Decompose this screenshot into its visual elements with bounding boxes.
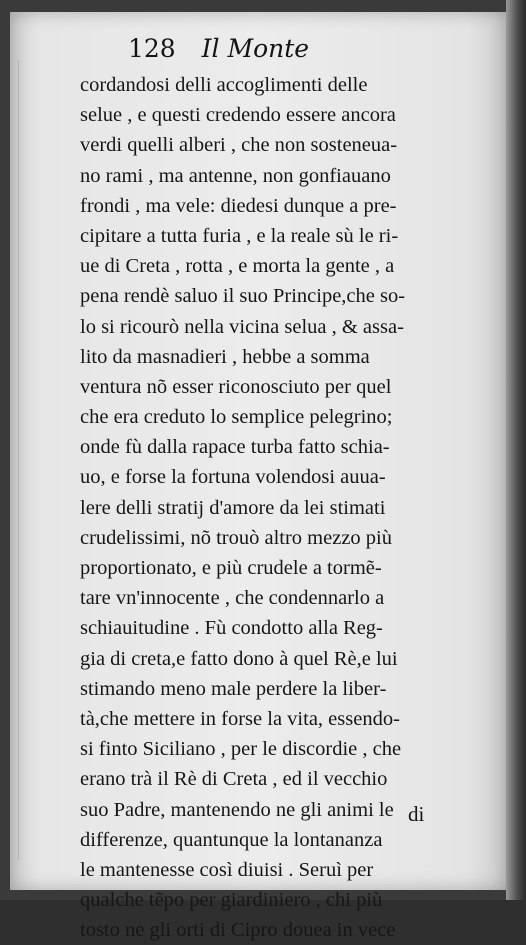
text-line: che era creduto lo semplice pelegrino; [80, 406, 393, 429]
text-line: si finto Siciliano , per le discordie , che [80, 738, 402, 761]
text-line: verdi quelli alberi , che non sosteneua- [80, 134, 398, 157]
running-title: Il Monte [201, 34, 310, 63]
text-line: stimando meno male perdere la liber- [80, 677, 387, 700]
text-line: selue , e questi credendo essere ancora [80, 104, 396, 127]
text-line: frondi , ma vele: diedesi dunque a pre- [80, 194, 397, 217]
text-line: lo si ricourò nella vicina selua , & assa- [80, 315, 404, 338]
text-line: ventura nõ esser riconosciuto per quel [80, 375, 392, 398]
text-line: suo Padre, mantenendo ne gli animi le [80, 798, 394, 821]
text-line: no rami , ma antenne, non gonfiauano [80, 164, 391, 187]
text-line: differenze, quantunque la lontananza [80, 828, 383, 851]
text-line: onde fù dalla rapace turba fatto schia- [80, 436, 390, 459]
text-line: lito da masnadieri , hebbe a somma [80, 345, 370, 368]
text-line: crudelissimi, nõ trouò altro mezzo più [80, 526, 392, 549]
page-header [128, 34, 309, 63]
text-line: ue di Creta , rotta , e morta la gente , a [80, 255, 395, 278]
text-line: le mantenesse così diuisi . Seruì per [80, 858, 374, 881]
text-line: proportionato, e più crudele a tormẽ- [80, 557, 382, 579]
catchword: di [408, 802, 425, 826]
text-line: cordandosi delli accoglimenti delle [80, 74, 368, 96]
text-line: pena rendè saluo il suo Principe,che so- [80, 285, 406, 308]
text-line: tare vn'innocente , che condennarlo a [80, 587, 385, 610]
page-number: 128 [128, 34, 176, 63]
page-gutter-shadow [18, 60, 19, 860]
text-line: lere delli stratij d'amore da lei stimati [80, 496, 386, 519]
text-line: schiauitudine . Fù condotto alla Reg- [80, 617, 383, 640]
text-line: gia di creta,e fatto dono à quel Rè,e lui [80, 647, 398, 670]
page-edge [506, 0, 526, 900]
text-line: cipitare a tutta furia , e la reale sù le ri- [80, 224, 399, 247]
text-line: qualche tẽpo per giardiniero , chi più [80, 889, 383, 912]
text-line: tà,che mettere in forse la vita, essendo- [80, 707, 400, 730]
text-line: uo, e forse la fortuna volendosi auua- [80, 466, 386, 489]
text-line: tosto ne gli orti di Cipro douea in vece [80, 919, 396, 942]
text-line: erano trà il Rè di Creta , ed il vecchio [80, 768, 388, 791]
